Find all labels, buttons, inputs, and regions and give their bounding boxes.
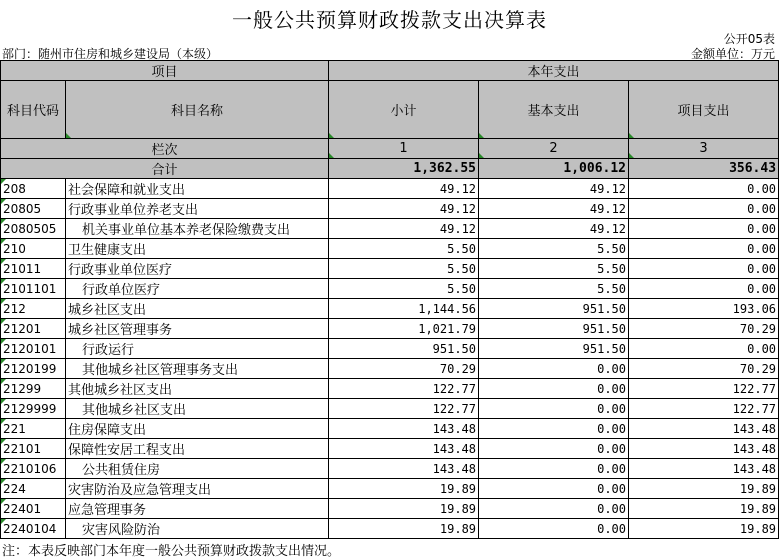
row-code: 221 (1, 419, 66, 439)
header-project: 项目支出 (629, 81, 779, 139)
row-subtotal: 1,021.79 (329, 319, 479, 339)
header-name: 科目名称 (66, 81, 329, 139)
row-code: 2120199 (1, 359, 66, 379)
row-basic: 5.50 (479, 239, 629, 259)
header-basic: 基本支出 (479, 81, 629, 139)
row-code: 21011 (1, 259, 66, 279)
table-row (1, 419, 779, 439)
row-name: 公共租赁住房 (66, 459, 329, 479)
row-name: 城乡社区管理事务 (66, 319, 329, 339)
row-subtotal: 122.77 (329, 399, 479, 419)
row-subtotal: 143.48 (329, 459, 479, 479)
table-row (1, 219, 779, 239)
row-code: 2210106 (1, 459, 66, 479)
row-basic: 49.12 (479, 179, 629, 199)
row-basic: 0.00 (479, 359, 629, 379)
row-code: 22401 (1, 499, 66, 519)
row-basic: 951.50 (479, 319, 629, 339)
header-item: 项目 (1, 61, 329, 81)
row-basic: 0.00 (479, 399, 629, 419)
row-code: 21201 (1, 319, 66, 339)
row-project: 70.29 (629, 359, 779, 379)
row-code: 224 (1, 479, 66, 499)
row-basic: 49.12 (479, 219, 629, 239)
table-row (1, 319, 779, 339)
row-basic: 951.50 (479, 299, 629, 319)
row-subtotal: 19.89 (329, 519, 479, 539)
row-project: 143.48 (629, 459, 779, 479)
row-name: 行政事业单位医疗 (66, 259, 329, 279)
table-row (1, 259, 779, 279)
row-code: 2129999 (1, 399, 66, 419)
total-basic: 1,006.12 (479, 159, 629, 179)
total-label: 合计 (1, 159, 329, 179)
footnote: 注：本表反映部门本年度一般公共预算财政拨款支出情况。 (2, 544, 341, 559)
table-row (1, 379, 779, 399)
row-subtotal: 5.50 (329, 279, 479, 299)
row-project: 0.00 (629, 179, 779, 199)
row-project: 0.00 (629, 199, 779, 219)
table-row (1, 359, 779, 379)
row-code: 2101101 (1, 279, 66, 299)
table-row (1, 499, 779, 519)
row-subtotal: 49.12 (329, 179, 479, 199)
row-basic: 5.50 (479, 279, 629, 299)
total-subtotal: 1,362.55 (329, 159, 479, 179)
row-subtotal: 19.89 (329, 499, 479, 519)
row-name: 其他城乡社区支出 (66, 379, 329, 399)
row-basic: 0.00 (479, 379, 629, 399)
department-label: 部门：随州市住房和城乡建设局（本级） (2, 47, 219, 61)
row-name: 卫生健康支出 (66, 239, 329, 259)
row-name: 应急管理事务 (66, 499, 329, 519)
table-row (1, 479, 779, 499)
table-row (1, 339, 779, 359)
row-code: 2120101 (1, 339, 66, 359)
row-name: 机关事业单位基本养老保险缴费支出 (66, 219, 329, 239)
row-project: 0.00 (629, 339, 779, 359)
report-title: 一般公共预算财政拨款支出决算表 (232, 8, 547, 32)
header-col1: 1 (329, 139, 479, 159)
row-project: 0.00 (629, 259, 779, 279)
row-subtotal: 143.48 (329, 419, 479, 439)
row-basic: 0.00 (479, 499, 629, 519)
row-name: 保障性安居工程支出 (66, 439, 329, 459)
table-row (1, 439, 779, 459)
row-name: 其他城乡社区支出 (66, 399, 329, 419)
row-code: 212 (1, 299, 66, 319)
row-project: 0.00 (629, 239, 779, 259)
row-code: 210 (1, 239, 66, 259)
row-subtotal: 143.48 (329, 439, 479, 459)
total-project: 356.43 (629, 159, 779, 179)
row-basic: 0.00 (479, 439, 629, 459)
row-project: 70.29 (629, 319, 779, 339)
row-project: 143.48 (629, 419, 779, 439)
row-subtotal: 49.12 (329, 219, 479, 239)
row-code: 20805 (1, 199, 66, 219)
row-basic: 0.00 (479, 419, 629, 439)
row-project: 19.89 (629, 479, 779, 499)
row-basic: 49.12 (479, 199, 629, 219)
header-current-year: 本年支出 (329, 61, 779, 81)
row-subtotal: 1,144.56 (329, 299, 479, 319)
row-project: 122.77 (629, 399, 779, 419)
table-row (1, 299, 779, 319)
table-row (1, 199, 779, 219)
row-project: 0.00 (629, 279, 779, 299)
row-basic: 5.50 (479, 259, 629, 279)
row-name: 行政事业单位养老支出 (66, 199, 329, 219)
row-code: 22101 (1, 439, 66, 459)
table-row (1, 519, 779, 539)
row-basic: 0.00 (479, 459, 629, 479)
header-col3: 3 (629, 139, 779, 159)
table-row (1, 239, 779, 259)
table-row (1, 179, 779, 199)
header-code: 科目代码 (1, 81, 66, 139)
row-name: 灾害风险防治 (66, 519, 329, 539)
header-subtotal: 小计 (329, 81, 479, 139)
row-name: 灾害防治及应急管理支出 (66, 479, 329, 499)
row-code: 2240104 (1, 519, 66, 539)
row-name: 行政运行 (66, 339, 329, 359)
row-project: 0.00 (629, 219, 779, 239)
row-basic: 951.50 (479, 339, 629, 359)
row-name: 城乡社区支出 (66, 299, 329, 319)
row-subtotal: 122.77 (329, 379, 479, 399)
row-project: 19.89 (629, 499, 779, 519)
table-row (1, 399, 779, 419)
table-row (1, 279, 779, 299)
header-column-label: 栏次 (1, 139, 329, 159)
total-row (1, 159, 779, 179)
table-row (1, 459, 779, 479)
row-name: 其他城乡社区管理事务支出 (66, 359, 329, 379)
row-name: 行政单位医疗 (66, 279, 329, 299)
row-name: 社会保障和就业支出 (66, 179, 329, 199)
row-code: 21299 (1, 379, 66, 399)
row-subtotal: 19.89 (329, 479, 479, 499)
expenditure-table (0, 60, 779, 539)
unit-label: 金额单位：万元 (690, 47, 775, 61)
row-subtotal: 5.50 (329, 239, 479, 259)
row-name: 住房保障支出 (66, 419, 329, 439)
row-subtotal: 49.12 (329, 199, 479, 219)
row-project: 193.06 (629, 299, 779, 319)
form-code: 公开05表 (723, 32, 775, 46)
header-col2: 2 (479, 139, 629, 159)
row-code: 208 (1, 179, 66, 199)
row-subtotal: 70.29 (329, 359, 479, 379)
row-project: 143.48 (629, 439, 779, 459)
row-subtotal: 951.50 (329, 339, 479, 359)
row-basic: 0.00 (479, 519, 629, 539)
row-subtotal: 5.50 (329, 259, 479, 279)
row-project: 19.89 (629, 519, 779, 539)
row-project: 122.77 (629, 379, 779, 399)
row-code: 2080505 (1, 219, 66, 239)
row-basic: 0.00 (479, 479, 629, 499)
